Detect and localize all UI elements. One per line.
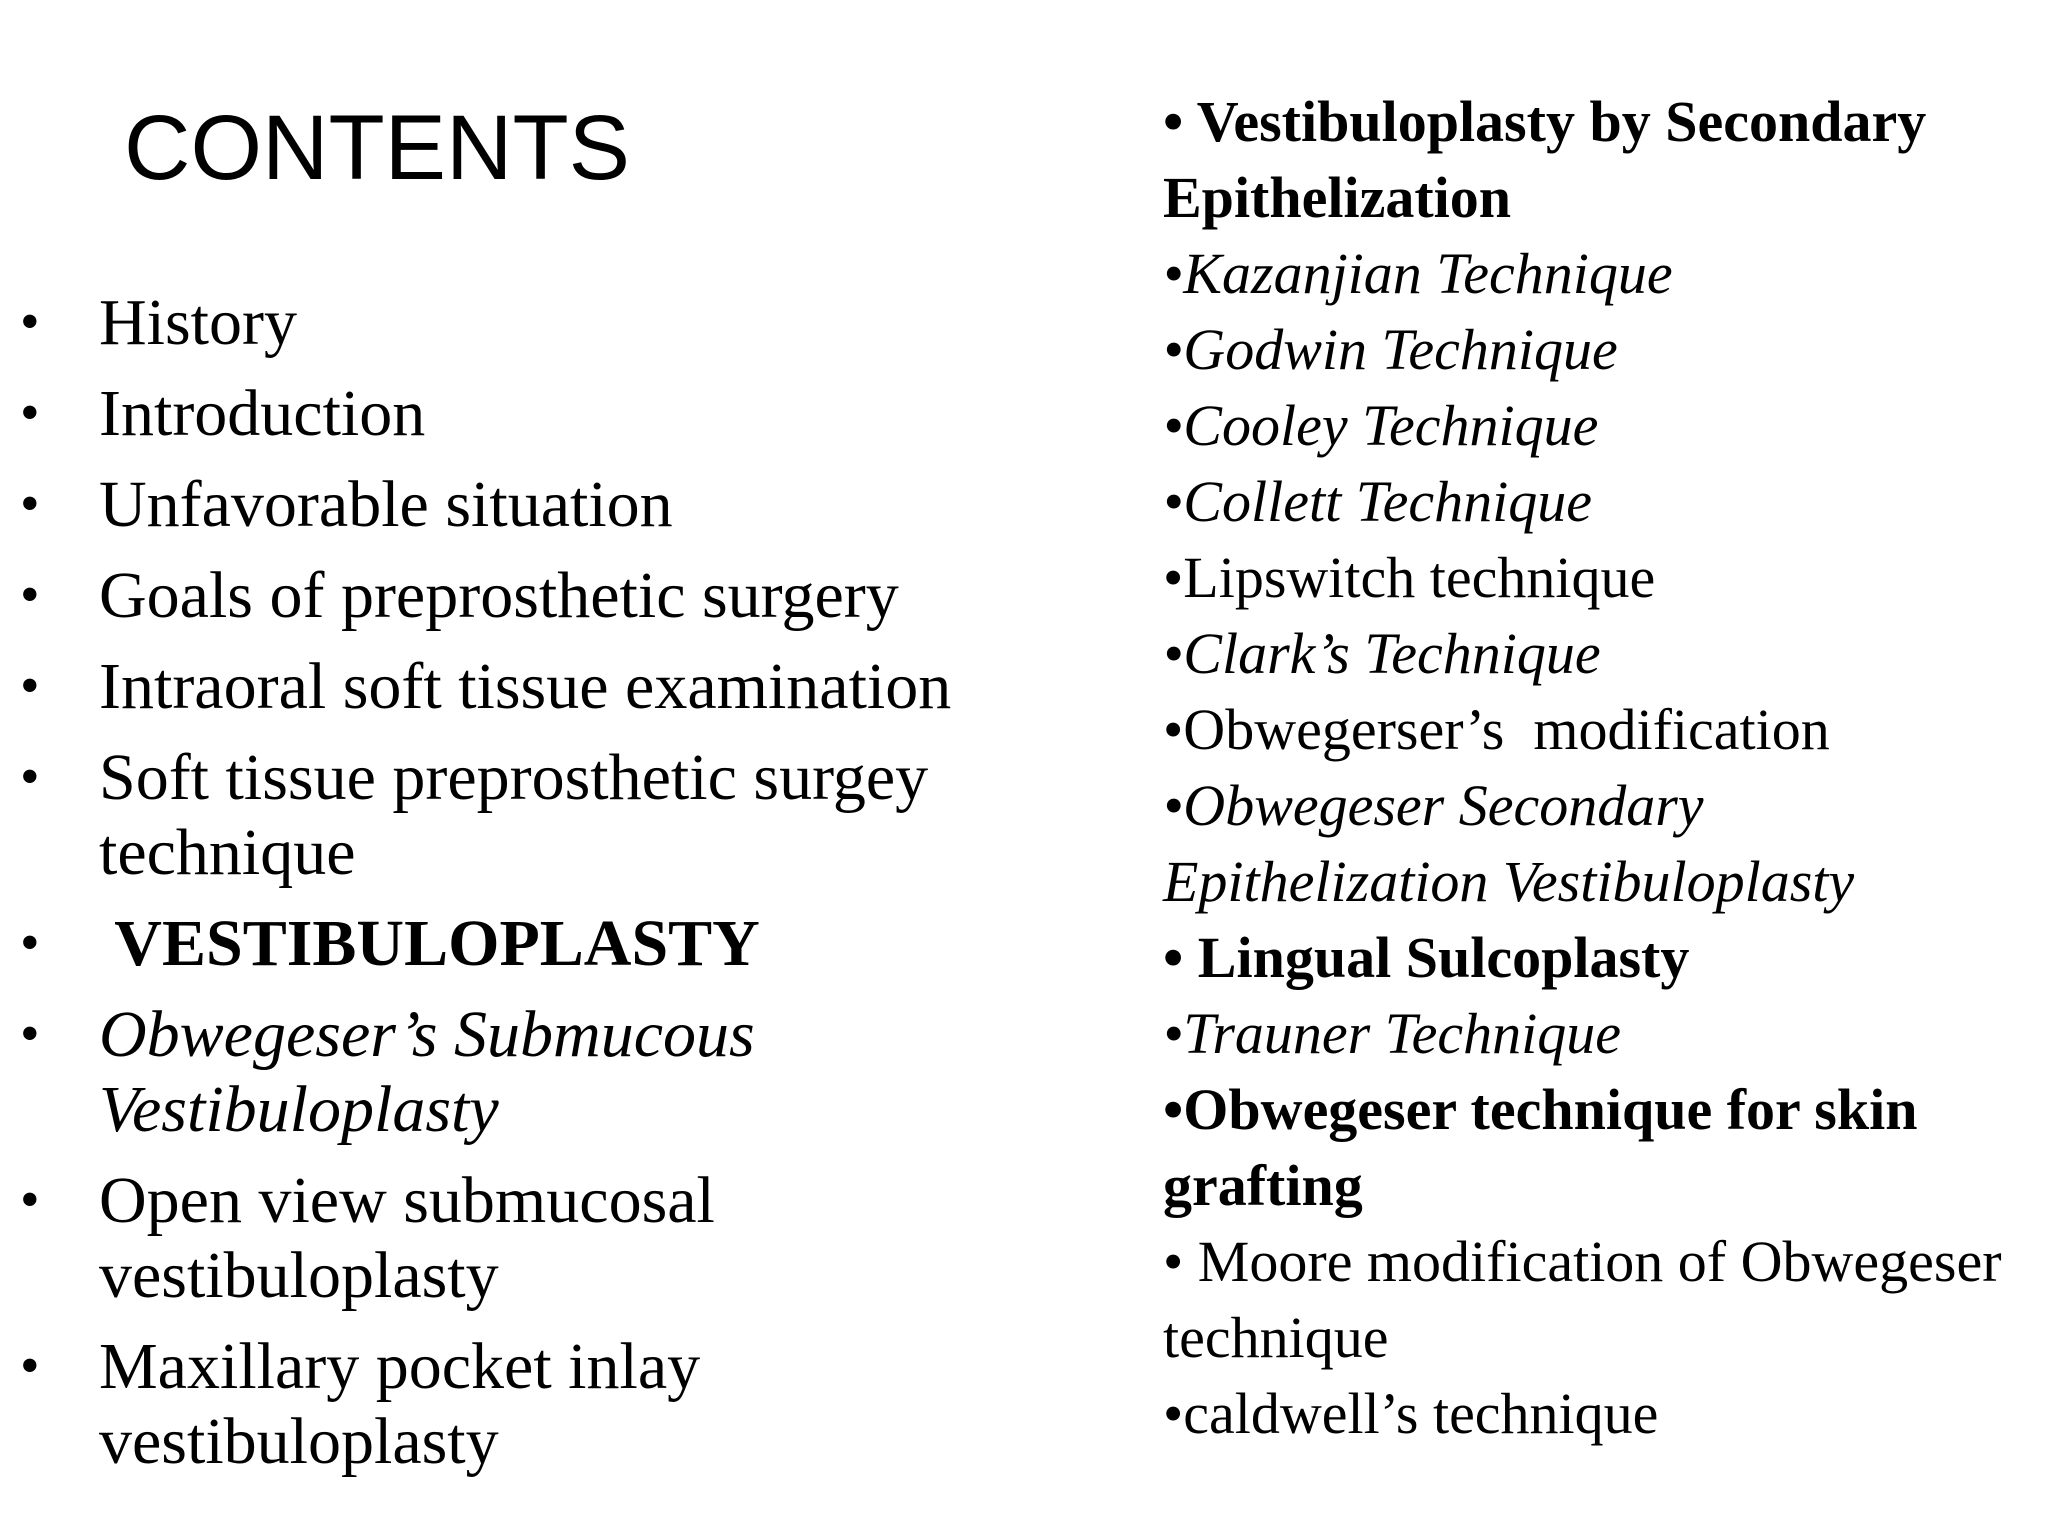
- list-item-secondary-epithelization: • Vestibuloplasty by Secondary Epithelization: [1163, 89, 1927, 230]
- bullet: •: [20, 564, 40, 626]
- bullet: •: [20, 1003, 40, 1065]
- contents-list-right: [1163, 84, 2033, 1452]
- list-item-submucous-vestibuloplasty: [20, 997, 1020, 1147]
- bullet: •: [20, 291, 40, 353]
- list-item-intraoral-exam: [20, 649, 1020, 724]
- list-item-cooley: •Cooley Technique: [1163, 393, 1599, 458]
- list-item-soft-tissue-technique: [20, 740, 1020, 890]
- list-item-godwin: •Godwin Technique: [1163, 317, 1618, 382]
- bullet: •: [20, 382, 40, 444]
- list-item-history: [20, 285, 1020, 360]
- list-item-text: Obwegeser’s Submucous Vestibuloplasty: [99, 998, 755, 1146]
- list-item-moore-modification: • Moore modification of Obwegeser technique: [1163, 1229, 2002, 1370]
- list-item-text: History: [99, 286, 297, 359]
- list-item-lingual-sulcoplasty: • Lingual Sulcoplasty: [1163, 925, 1690, 990]
- list-item-text: Intraoral soft tissue examination: [99, 650, 952, 723]
- list-item-text: Maxillary pocket inlay vestibuloplasty: [99, 1330, 701, 1478]
- list-item-text: Soft tissue preprosthetic surgey technique: [99, 741, 929, 889]
- list-item-collett: •Collett Technique: [1163, 469, 1592, 534]
- list-item-text: Goals of preprosthetic surgery: [99, 559, 899, 632]
- list-item-maxillary-pocket: [20, 1329, 1020, 1479]
- list-item-introduction: [20, 376, 1020, 451]
- page-title: CONTENTS: [124, 97, 630, 199]
- list-item-obwegeser-secondary: •Obwegeser Secondary Epithelization Vestibuloplasty: [1163, 773, 1855, 914]
- list-item-caldwell: •caldwell’s technique: [1163, 1381, 1659, 1446]
- list-item-vestibuloplasty: [20, 906, 1020, 981]
- list-item-text: Introduction: [99, 377, 426, 450]
- list-item-obwegerser-modification: •Obwegerser’s modification: [1163, 697, 1830, 762]
- list-item-lipswitch: •Lipswitch technique: [1163, 545, 1656, 610]
- list-item-text: Unfavorable situation: [99, 468, 673, 541]
- bullet: •: [20, 473, 40, 535]
- bullet: •: [20, 1335, 40, 1397]
- contents-list-left: [20, 285, 1020, 1495]
- list-item-goals: [20, 558, 1020, 633]
- bullet: •: [20, 1169, 40, 1231]
- list-item-unfavorable-situation: [20, 467, 1020, 542]
- list-item-open-view: [20, 1163, 1020, 1313]
- bullet: •: [20, 746, 40, 808]
- list-item-clark: •Clark’s Technique: [1163, 621, 1601, 686]
- list-item-text: VESTIBULOPLASTY: [99, 907, 760, 980]
- bullet: •: [20, 655, 40, 717]
- list-item-trauner: •Trauner Technique: [1163, 1001, 1622, 1066]
- list-item-skin-grafting: •Obwegeser technique for skin grafting: [1163, 1077, 1918, 1218]
- list-item-kazanjian: •Kazanjian Technique: [1163, 241, 1673, 306]
- bullet: •: [20, 912, 40, 974]
- list-item-text: Open view submucosal vestibuloplasty: [99, 1164, 715, 1312]
